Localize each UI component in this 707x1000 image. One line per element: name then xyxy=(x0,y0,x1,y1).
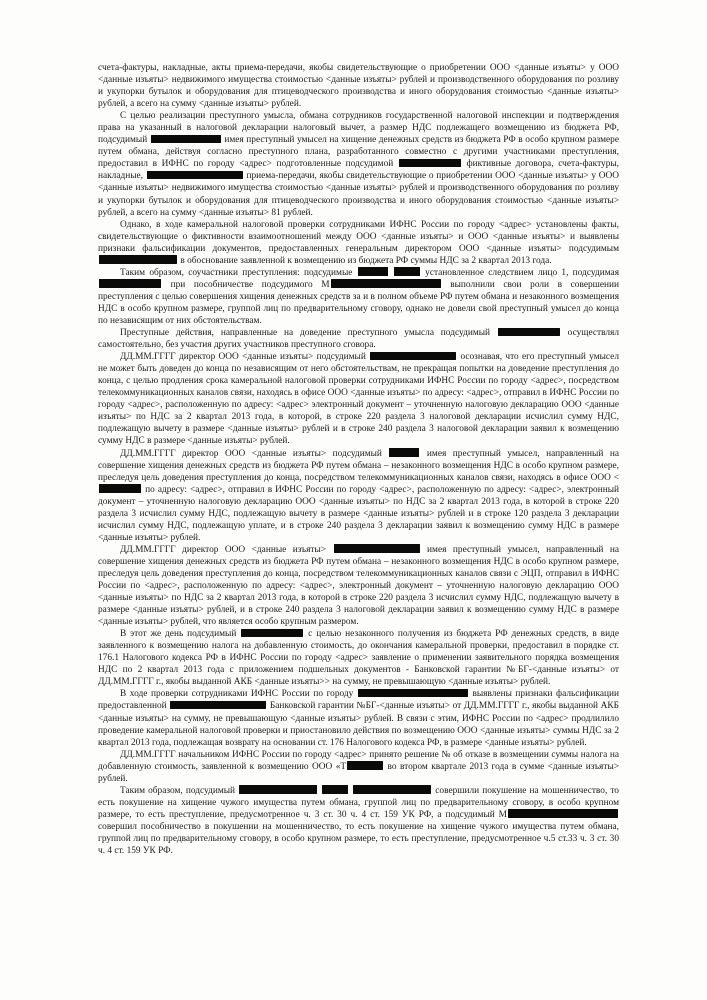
paragraph xyxy=(98,628,619,688)
paragraph xyxy=(98,62,619,110)
text-run: по адресу: <адрес>, отправил в ИФНС России по городу <адрес>, расположенную по адресу: <адрес>, электронный документ – уточненную налоговую декларацию ООО <данные изъяты> по НДС за 2 квартал 2013 года, в которой в строке 220 раздела 3 исчислил сумму НДС, подлежащую вычету в размере <данные изъяты> рублей и в строке 120 раздела 3 декларации исчислил сумму НДС, подлежащую уплате, и в строке 240 раздела 3 декларации заявил к возмещению сумму НДС в размере <данные изъяты> рублей. xyxy=(98,484,619,543)
text-run: Таким образом, соучастники преступления: подсудимые xyxy=(120,267,357,278)
text-run: имея преступный умысел, направленный на совершение хищения денежных средств из бюджета РФ путем обмана – незаконного возмещения НДС в особо крупном размере, преследуя цель доведения преступления до конца, посредством телекоммуникационных каналов связи, находясь в офисе ООО < xyxy=(98,448,619,483)
text-run: С целью реализации преступного умысла, обмана сотрудников государственной налоговой инспекции и подтверждения права на указанный в налоговой декларации налоговый вычет, а размер НДС подлежащего возмещению из бюджета РФ, подсудимый xyxy=(98,111,619,146)
paragraph xyxy=(98,267,619,327)
paragraph xyxy=(98,219,619,267)
text-run: выполнили свои роли в совершении преступления с целью совершения хищения денежных средств за и в полном объеме РФ путем обмана и незаконного возмещения НДС в особо крупном размере, группой лиц по предварительному сговору, однако не довели свой преступный умысел до конца по независящим от них обстоятельствам. xyxy=(98,279,620,326)
redaction-bar xyxy=(347,761,383,770)
text-run xyxy=(349,786,352,796)
text-run: Преступные действия, направленные на доведение преступного умысла подсудимый xyxy=(120,328,497,339)
text-run: у ООО <данные изъяты> недвижимого имущества стоимостью <данные изъяты> рублей и производственного оборудования по розливу и укупорки бутылок и оборудования для птицеводческого производства и иного оборудования стоимостью <данные изъяты> рублей, а всего на сумму <данные изъяты> рублей. xyxy=(98,63,619,110)
text-run: В ходе проверки сотрудниками ИФНС России по городу xyxy=(120,689,357,700)
document-body xyxy=(98,62,619,857)
text-run: установленное следствием лицо 1, подсудимая xyxy=(420,267,619,278)
redaction-bar xyxy=(334,544,420,553)
redaction-bar xyxy=(322,785,348,794)
redaction-bar xyxy=(99,255,177,264)
text-run: счета-фактуры, накладные, акты приема-передачи, якобы свидетельствующие о приобретении ООО <данные изъяты> xyxy=(98,63,587,73)
text-run: осознавая, что его преступный умысел не может быть доведен до конца по независящим от него обстоятельствам, не прекращая попытки на доведение преступления до конца, с целью продления срока камеральной налоговой проверки сотрудниками ИФНС России по городу <адрес>, посредством телекоммуникационных каналов связи, находясь в офисе ООО <данные изъяты> по адресу: <адрес>, отправил в ИФНС России по городу <адрес>, расположенную по адресу: <адрес> электронный документ – уточненную налоговую декларацию ООО <данные изъяты> по НДС за 2 квартал 2013 года, в которой, в строке 220 раздела 3 налоговой декларации исчислил сумму НДС, подлежащую вычету в размере <данные изъяты> рублей и в строке 240 раздела 3 налоговой декларации заявил к возмещению сумму НДС в размере <данные изъяты> рублей. xyxy=(98,352,619,447)
text-run: совершили покушение на мошенничество, то есть покушение на хищение чужого имущества путем обмана, группой лиц по предварительному сговору, в особо крупном размере, то есть преступление, предусмотренное ч. 3 ст. 30 ч. 4 ст. 159 УК РФ, а подсудимый М xyxy=(98,785,619,820)
redaction-bar xyxy=(147,171,243,180)
text-run: совершил пособничество в покушении на мошенничество, то есть покушение на хищение чужого имущества путем обмана, группой лиц по предварительному сговору, в особо крупном размере, то есть преступление, предусмотренное ч.5 ст.33 ч. 3 ст. 30 ч. 4 ст. 159 УК РФ. xyxy=(98,821,619,857)
paragraph xyxy=(98,327,619,351)
paragraph xyxy=(98,544,619,628)
text-run: В этот же день подсудимый xyxy=(120,629,241,640)
paragraph xyxy=(98,688,619,748)
text-run: имея преступный умысел, направленный на совершение хищения денежных средств из бюджета РФ путем обмана – незаконного возмещения НДС в особо крупном размере, преследуя цель доведения преступления до конца, посредством телекоммуникационных каналов связи с ЭЦП, отправил в ИФНС России по <адрес>, расположенную по адресу: <адрес>, электронный документ – уточненную налоговую декларацию ООО <данные изъяты> по НДС за 2 квартал 2013 года, в которой в строке 220 раздела 3 исчислил сумму НДС, подлежащую вычету в размере <данные изъяты> рублей, и в строке 240 раздела 3 налоговой декларации заявил к возмещению сумму НДС в размере <данные изъяты> рублей, что является особо крупным размером. xyxy=(98,544,619,628)
text-run: ДД.ММ.ГГГГ директор ООО <данные изъяты> подсудимый xyxy=(120,448,389,459)
redaction-bar xyxy=(331,279,441,288)
text-run: осуществлял самостоятельно, без участия других участников преступного сговора. xyxy=(98,328,619,351)
paragraph xyxy=(98,110,619,218)
text-run: Однако, в ходе камеральной налоговой проверки сотрудниками ИФНС России по городу <адрес> установлены факты, свидетельствующие о фиктивности взаимоотношений между ООО <данные изъяты> и ООО <данные изъяты> и выявлены признаки фальсификации документов, предоставленных генеральным директором ООО <данные изъяты> подсудимым xyxy=(98,219,619,254)
text-run: Банковской гарантии №БГ-<данные изъяты> от ДД.ММ.ГГГГ г., якобы выданной АКБ <данные изъяты> на сумму, не превышающую <данные изъяты> рублей. В связи с этим, ИФНС России по <адрес> продлилило проведение камеральной налоговой проверки и приостановило действия по возмещению ООО <данные изъяты> суммы НДС за 2 квартал 2013 года, подлежащая возврату на основании ст. 176 Налогового кодекса РФ, в размере <данные изъяты> рублей. xyxy=(98,701,619,748)
text-run: во втором квартале 2013 года в сумме <данные изъяты> рублей. xyxy=(98,761,619,784)
redaction-bar xyxy=(399,159,461,168)
paragraph xyxy=(98,749,619,785)
redaction-bar xyxy=(353,785,431,794)
redaction-bar xyxy=(389,448,419,457)
text-run xyxy=(389,268,393,278)
text-run: фиктивные договора, счета-фактуры, накладные, xyxy=(98,159,620,182)
redaction-bar xyxy=(170,701,266,710)
redaction-bar xyxy=(151,135,221,144)
text-run: выявлены признаки фальсификации предоставленной xyxy=(98,689,619,712)
redaction-bar xyxy=(99,279,161,288)
text-run: ДД.ММ.ГГГГ директор ООО <данные изъяты> подсудимый xyxy=(120,352,370,363)
text-run: Таким образом, подсудимый xyxy=(120,785,239,796)
redaction-bar xyxy=(394,267,420,276)
redaction-bar xyxy=(99,484,141,493)
text-run xyxy=(318,786,321,796)
text-run: в обоснование заявленной к возмещению из бюджета РФ суммы НДС за 2 квартал 2013 года. xyxy=(178,255,552,266)
redaction-bar xyxy=(370,352,456,361)
text-run: приема-передачи, якобы свидетельствующие о приобретении ООО <данные изъяты> у ООО <данные изъяты> недвижимого имущества стоимостью <данные изъяты> рублей и производственного оборудования по розливу и укупорки бутылок и оборудования для птицеводческого производства и иного оборудования стоимостью <данные изъяты> рублей, а всего на сумму <данные изъяты> 81 рублей. xyxy=(98,171,620,218)
redaction-bar xyxy=(241,629,303,638)
redaction-bar xyxy=(508,809,618,818)
redaction-bar xyxy=(358,267,388,276)
text-run: имея преступный умысел на хищение денежных средств из бюджета РФ в особо крупном размере путем обмана, действуя согласно преступного плана, разработанного совместно с другими участниками преступления, предоставил в ИФНС по городу <адрес> подготовленные подсудимой xyxy=(98,135,619,170)
text-run: с целью незаконного получения из бюджета РФ денежных средств, в виде заявленного к возмещению налога на добавленную стоимость, до окончания камеральной проверки, предоставил в порядке ст. 176.1 Налогового кодекса РФ в ИФНС России по городу <адрес> заявление о применении заявительного порядка возмещения НДС по 2 квартал 2013 года с приложением подшельных документов - Банковской гарантии №БГ-<данные изъяты> от ДД.ММ.ГГГГ г., якобы выданной АКБ <данные изъяты>> на сумму, не превышающую <данные изъяты> рублей. xyxy=(98,629,619,688)
text-run: при пособничестве подсудимого М xyxy=(162,279,330,290)
paragraph xyxy=(98,785,619,857)
paragraph xyxy=(98,448,619,544)
paragraph xyxy=(98,351,619,447)
text-run: ДД.ММ.ГГГГ директор ООО <данные изъяты> xyxy=(120,544,333,555)
redaction-bar xyxy=(498,328,560,337)
redaction-bar xyxy=(358,689,468,698)
text-run: ДД.ММ.ГГГГ начальником ИФНС России по городу <адрес> принято решение № об отказе в возмещении суммы налога на добавленную стоимость, заявленной к возмещению ООО «Т xyxy=(98,749,619,772)
redaction-bar xyxy=(239,785,317,794)
